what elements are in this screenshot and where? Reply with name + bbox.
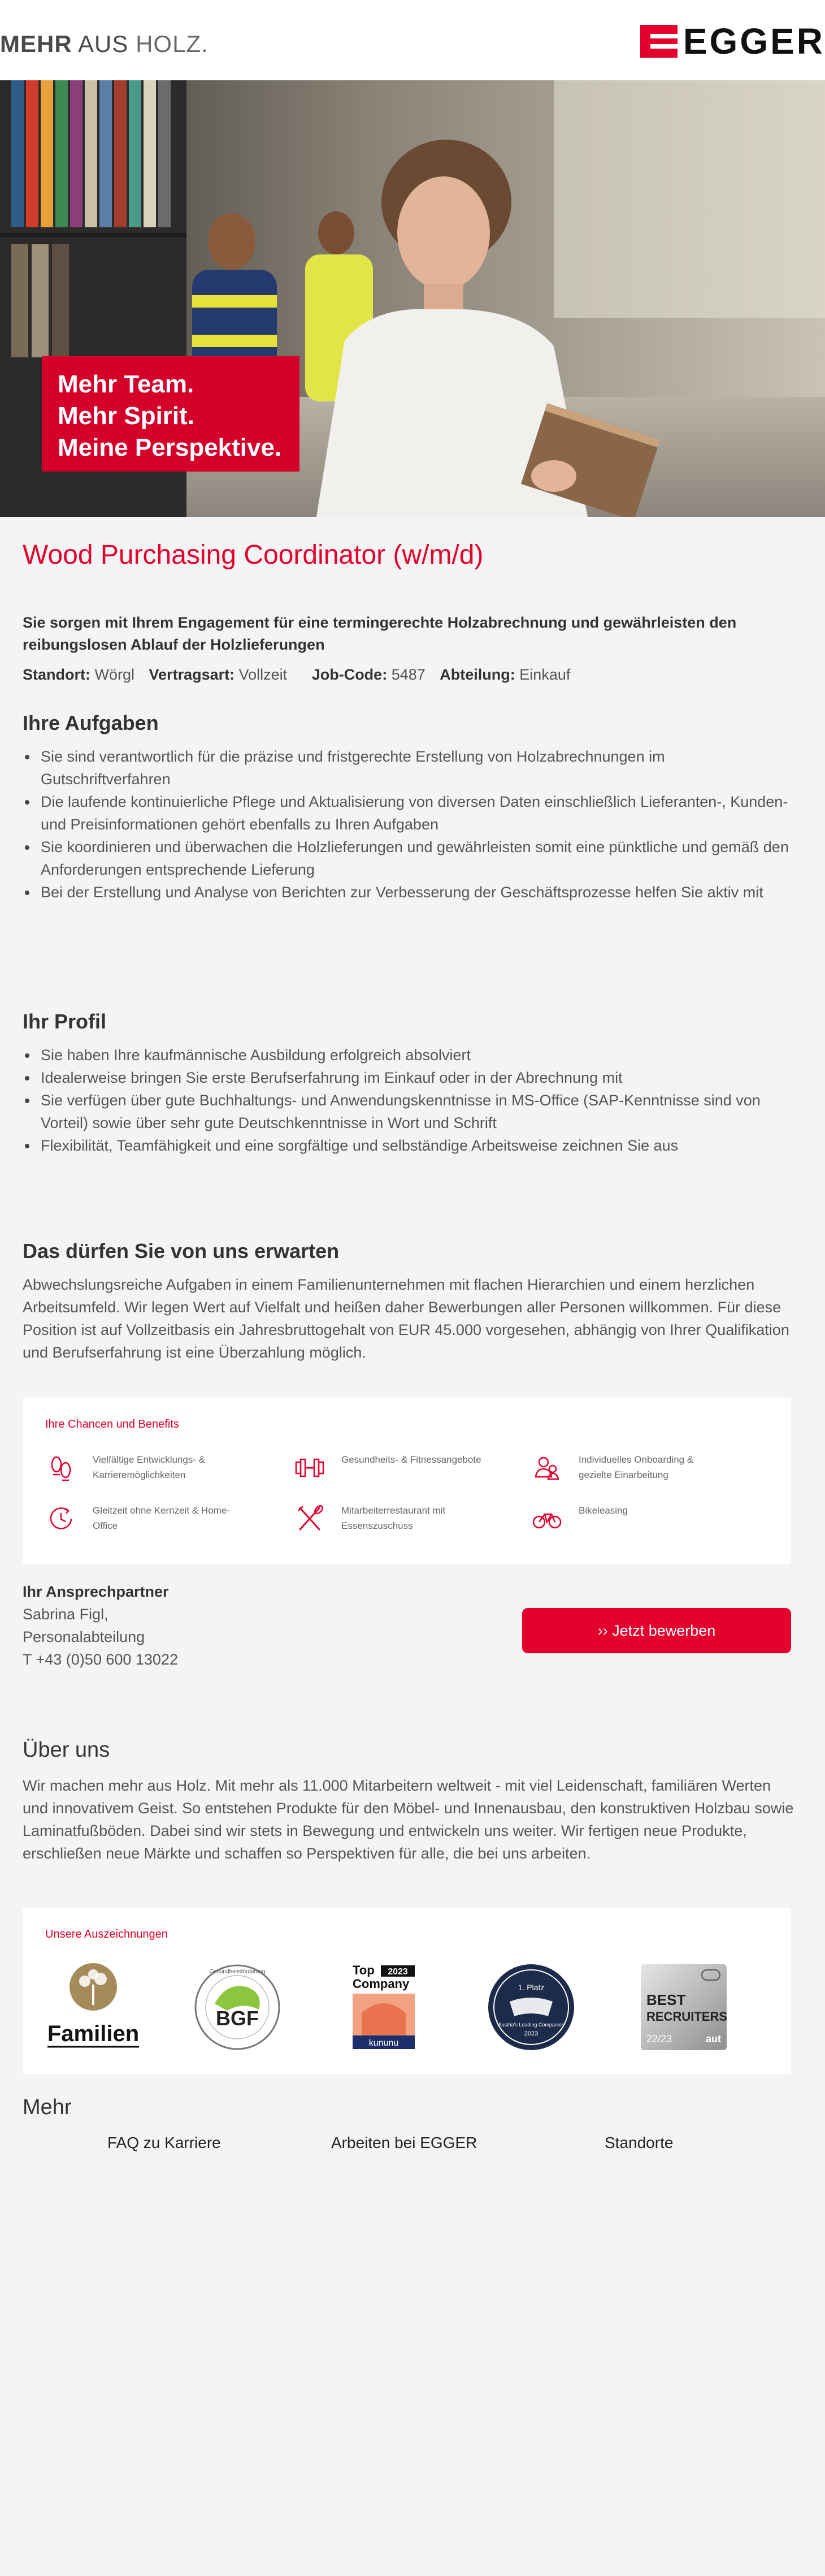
benefit-text: Mitarbeiterrestaurant mit Essenszuschuss	[341, 1505, 446, 1531]
egger-logo-icon	[640, 25, 678, 58]
brand-name: EGGER	[683, 21, 825, 62]
aufgaben-list	[40, 745, 797, 904]
slogan-mid: AUS	[78, 31, 129, 57]
benefits-heading: Ihre Chancen und Benefits	[45, 1418, 179, 1430]
benefit-text: Vielfältige Entwicklungs- & Karrieremöglichkeiten	[93, 1454, 206, 1480]
list-item: Die laufende kontinuierliche Pflege und Aktualisierung von diversen Daten einschließlich Lieferanten-, Kunden- und Preisinformationen gehört ebenfalls zu Ihren Aufgaben	[40, 790, 797, 836]
benefit-item	[45, 1452, 240, 1484]
meta-abteilung: Einkauf	[519, 666, 571, 683]
profil-list	[40, 1044, 797, 1157]
benefit-item	[531, 1452, 726, 1484]
award-bgf	[192, 1962, 283, 2052]
award-topco-top: Top	[353, 1963, 375, 1977]
award-top-company-logo	[350, 1962, 418, 2052]
job-intro: Sie sorgen mit Ihrem Engagement für eine termingerechte Holzabrechnung und gewährleisten den reibungslosen Ablauf der Holzlieferungen	[23, 614, 737, 653]
link-arbeiten-bei-egger[interactable]: Arbeiten bei EGGER	[331, 2134, 477, 2151]
meta-jobcode: 5487	[391, 666, 425, 683]
list-item: Sie verfügen über gute Buchhaltungs- und Anwendungskenntnisse in MS-Office (SAP-Kenntnisse sind von Vorteil) sowie über sehr gute Deutschkenntnisse in Wort und Schrift	[40, 1089, 797, 1134]
benefit-item	[294, 1452, 488, 1484]
hero-line: Meine Perspektive.	[58, 434, 282, 461]
list-item: Sie haben Ihre kaufmännische Ausbildung erfolgreich absolviert	[40, 1044, 797, 1066]
award-bgf-text: BGF	[216, 2007, 259, 2030]
award-best-country: aut	[706, 2033, 721, 2045]
award-topco-company: Company	[353, 1977, 410, 1991]
slogan-light: HOLZ.	[136, 31, 209, 57]
benefit-text: Gleitzeit ohne Kernzeit & Home-Office	[93, 1505, 230, 1531]
award-leading-companies	[486, 1962, 576, 2052]
erwarten-heading: Das dürfen Sie von uns erwarten	[23, 1239, 340, 1263]
award-leading-year: 2023	[524, 2030, 539, 2037]
award-best-year: 22/23	[646, 2033, 672, 2045]
contact-phone[interactable]: T +43 (0)50 600 13022	[23, 1651, 178, 1668]
hero-line: Mehr Team.	[58, 370, 194, 398]
meta-label: Abteilung:	[440, 666, 515, 683]
meta-label: Vertragsart:	[149, 666, 235, 683]
onboarding-people-icon	[531, 1452, 563, 1484]
award-leading-text: Austria's Leading Companies	[498, 2022, 565, 2028]
aufgaben-heading: Ihre Aufgaben	[23, 711, 159, 734]
slogan-bold: MEHR	[0, 31, 72, 57]
hero-tagline-box	[42, 356, 299, 472]
job-title: Wood Purchasing Coordinator (w/m/d)	[23, 540, 484, 570]
benefit-item	[45, 1503, 240, 1535]
list-item: Flexibilität, Teamfähigkeit und eine sorgfältige und selbständige Arbeitsweise zeichnen Sie aus	[40, 1134, 797, 1157]
contact-label: Ihr Ansprechpartner	[23, 1583, 169, 1600]
award-best-line2: RECRUITERS	[646, 2009, 728, 2024]
profil-heading: Ihr Profil	[23, 1010, 107, 1033]
awards-card	[23, 1908, 791, 2074]
about-text: Wir machen mehr aus Holz. Mit mehr als 11.000 Mitarbeitern weltweit - mit viel Leidenschaft, familiären Werten und innovativem Geist. So entstehen Produkte für den Möbel- und Innenausbau, den konstruktiven Holzbau sowie Laminatfußböden. Dabei sind wir stets in Bewegung und entwickeln uns weiter. Wir fertigen neue Produkte, erschließen neue Märkte und schaffen so Perspektiven für alle, die bei uns arbeiten.	[23, 1777, 794, 1862]
meta-label: Job-Code:	[311, 666, 388, 683]
dumbbell-icon	[294, 1452, 325, 1484]
footsteps-icon	[45, 1452, 77, 1484]
benefit-text: Bikeleasing	[579, 1505, 628, 1516]
meta-vertragsart: Vollzeit	[238, 666, 288, 683]
slogan	[0, 31, 209, 58]
about-heading: Über uns	[23, 1738, 110, 1762]
award-familien-text: Familien	[47, 2021, 140, 2046]
apply-button[interactable]: ›› Jetzt bewerben	[522, 1608, 791, 1653]
award-familien-logo	[45, 1962, 141, 2052]
site-header	[0, 0, 825, 80]
link-faq-karriere[interactable]: FAQ zu Karriere	[107, 2134, 221, 2151]
award-topco-brand: kununu	[368, 2038, 399, 2048]
award-top-company	[350, 1962, 418, 2052]
contact-name: Sabrina Figl,	[23, 1606, 108, 1623]
cutlery-icon	[294, 1503, 325, 1535]
award-best-line1: BEST	[646, 1991, 686, 2008]
meta-label: Standort:	[23, 666, 90, 683]
clock-icon	[45, 1503, 77, 1535]
erwarten-text: Abwechslungsreiche Aufgaben in einem Familienunternehmen mit flachen Hierarchien und einem herzlichen Arbeitsumfeld. Wir legen Wert auf Vielfalt und heißen daher Bewerbungen aller Personen willkommen. Für diese Position ist auf Vollzeitbasis ein Jahresbruttogehalt von EUR 45.000 vorgesehen, abhängig von Ihrer Qualifikation und Berufserfahrung ist eine Überzahlung möglich.	[23, 1276, 789, 1361]
more-heading: Mehr	[23, 2095, 72, 2119]
benefit-text: Gesundheits- & Fitnessangebote	[341, 1454, 481, 1465]
award-familien	[45, 1962, 141, 2052]
award-leading-place: 1. Platz	[518, 1983, 545, 1992]
award-topco-year: 2023	[388, 1967, 408, 1977]
bicycle-icon	[531, 1503, 563, 1535]
benefits-card	[23, 1398, 791, 1564]
contact-department: Personalabteilung	[23, 1628, 145, 1645]
benefit-item	[531, 1503, 726, 1535]
list-item: Sie sind verantwortlich für die präzise und fristgerechte Erstellung von Holzabrechnungen im Gutschriftverfahren	[40, 745, 797, 790]
hero-line: Mehr Spirit.	[58, 402, 195, 430]
award-bgf-ring-text: Gesundheitsförderung	[209, 1969, 266, 1975]
egger-logo[interactable]	[640, 21, 825, 62]
list-item: Sie koordinieren und überwachen die Holzlieferungen und gewährleisten somit eine pünktliche und gemäß den Anforderungen entsprechende Lieferung	[40, 836, 797, 881]
award-best-recruiters-badge	[639, 1962, 729, 2052]
link-standorte[interactable]: Standorte	[605, 2134, 674, 2151]
awards-heading: Unsere Auszeichnungen	[45, 1928, 168, 1940]
award-best-recruiters	[639, 1962, 729, 2052]
benefit-text: Individuelles Onboarding & gezielte Einarbeitung	[579, 1454, 694, 1480]
award-leading-seal	[486, 1962, 576, 2052]
job-meta	[23, 666, 570, 684]
meta-standort: Wörgl	[94, 666, 135, 683]
list-item: Bei der Erstellung und Analyse von Berichten zur Verbesserung der Geschäftsprozesse helfen Sie aktiv mit	[40, 881, 797, 904]
list-item: Idealerweise bringen Sie erste Berufserfahrung im Einkauf oder in der Abrechnung mit	[40, 1066, 797, 1089]
award-bgf-seal	[192, 1962, 283, 2052]
hero-image	[0, 80, 825, 517]
benefit-item	[294, 1503, 488, 1535]
